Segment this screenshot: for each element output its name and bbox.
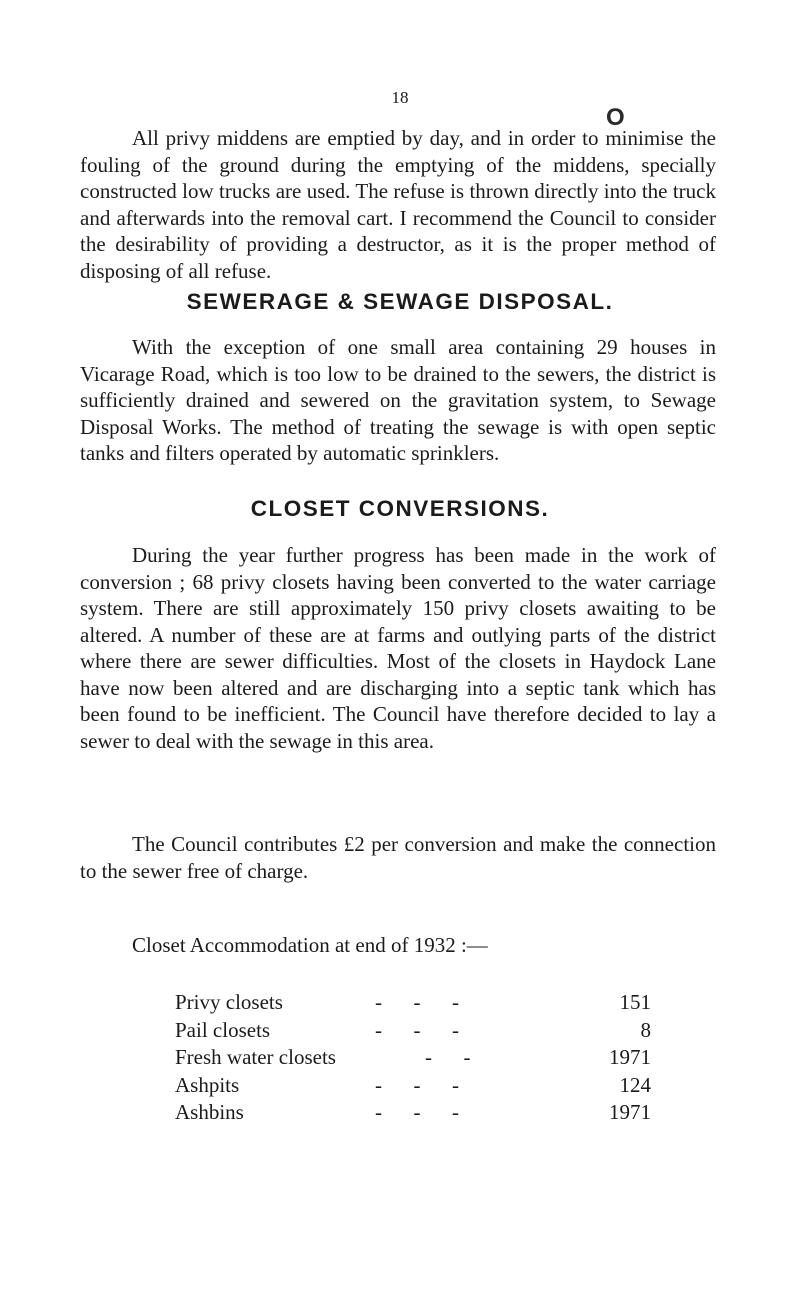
page-number: 18 xyxy=(391,88,409,107)
table-row xyxy=(175,1044,651,1072)
row-value: 1971 xyxy=(609,1045,651,1069)
row-item: Privy closets xyxy=(175,990,283,1014)
accommodation-intro: Closet Accommodation at end of 1932 :— xyxy=(132,933,488,957)
contribution-paragraph: The Council contributes £2 per conversion and make the connection to the sewer free of charge. xyxy=(80,832,716,883)
table-row xyxy=(175,989,651,1017)
row-dashes: - - - xyxy=(375,1100,459,1124)
row-value: 1971 xyxy=(609,1100,651,1124)
row-dashes: - - xyxy=(425,1045,471,1069)
row-item: Ashpits xyxy=(175,1072,240,1097)
row-item: Fresh water closets xyxy=(175,1045,336,1069)
row-value: 151 xyxy=(619,990,651,1014)
row-value: 124 xyxy=(619,1072,651,1097)
margin-mark: O xyxy=(606,104,625,131)
sewerage-heading: SEWERAGE & SEWAGE DISPOSAL. xyxy=(186,289,614,314)
row-value: 8 xyxy=(640,1017,651,1042)
middens-paragraph: All privy middens are emptied by day, and in order to minimise the fouling of the ground during the emptying of the middens, specially constructed low trucks are used. The refuse is thrown directly into the truck and afterwards into the removal cart. I recommend the Council to consider the desirability of providing a destructor, as it is the proper method of disposing of all refuse. xyxy=(80,126,716,283)
table-row xyxy=(175,1099,651,1127)
row-item: Pail closets xyxy=(175,1017,271,1042)
row-dashes: - - - xyxy=(375,990,459,1014)
row-item: Ashbins xyxy=(175,1100,244,1124)
row-dashes: - - - xyxy=(375,1072,459,1097)
table-row xyxy=(175,1017,651,1045)
closet-conversions-heading: CLOSET CONVERSIONS. xyxy=(250,496,550,521)
closet-accommodation-table xyxy=(175,989,651,1127)
sewerage-paragraph: With the exception of one small area containing 29 houses in Vicarage Road, which is too low to be drained to the sewers, the district is sufficiently drained and sewered on the gravitation system, to Sewage Disposal Works. The method of treating the sewage is with open septic tanks and filters operated by automatic sprinklers. xyxy=(80,335,716,465)
table-row xyxy=(175,1072,651,1100)
conversions-paragraph: During the year further progress has been made in the work of conversion ; 68 privy closets having been converted to the water carriage system. There are still approximately 150 privy closets awaiting to be altered. A number of these are at farms and outlying parts of the district where there are sewer difficulties. Most of the closets in Haydock Lane have now been altered and are discharging into a septic tank which has been found to be inefficient. The Council have therefore decided to lay a sewer to deal with the sewage in this area. xyxy=(80,543,716,753)
row-dashes: - - - xyxy=(375,1017,459,1042)
